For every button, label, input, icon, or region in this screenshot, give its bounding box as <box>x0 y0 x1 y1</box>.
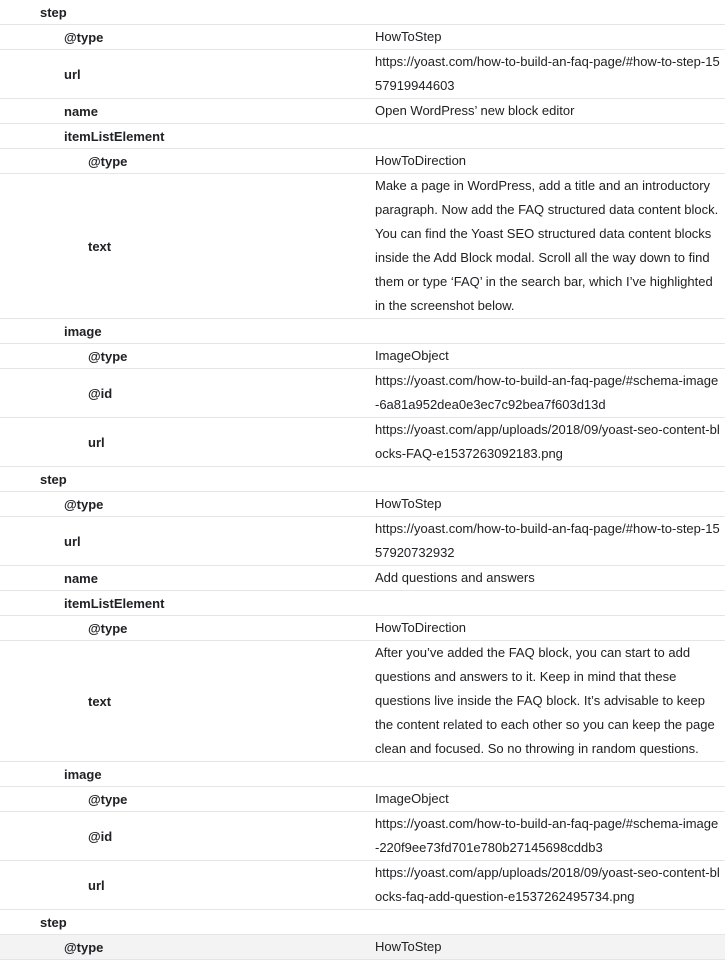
property-value: Make a page in WordPress, add a title and an introductory paragraph. Now add the FAQ structured data content block. You can find the Yoast SEO structured data content blocks inside the Add Block modal. Scroll all the way down to find them or type ‘FAQ’ in the search bar, which I’ve highlighted in the screenshot below. <box>375 178 719 313</box>
property-key: @type <box>88 791 128 807</box>
property-key: @id <box>88 828 113 844</box>
tree-row <box>0 319 725 344</box>
property-value: HowToStep <box>375 939 442 954</box>
tree-row <box>0 50 725 99</box>
property-value: https://yoast.com/how-to-build-an-faq-page/#schema-image-6a81a952dea0e3ec7c92bea7f603d13d <box>375 373 719 412</box>
property-key: url <box>64 533 81 549</box>
property-key: url <box>88 877 105 893</box>
tree-row <box>0 344 725 369</box>
tree-row <box>0 935 725 960</box>
tree-row <box>0 25 725 50</box>
tree-row <box>0 492 725 517</box>
tree-row-step <box>0 910 725 935</box>
property-key: @type <box>64 29 104 45</box>
property-key: step <box>40 471 67 487</box>
property-key: @type <box>64 939 104 955</box>
property-value: https://yoast.com/app/uploads/2018/09/yoast-seo-content-blocks-FAQ-e1537263092183.png <box>375 422 720 461</box>
property-key: itemListElement <box>64 128 165 144</box>
property-value: https://yoast.com/how-to-build-an-faq-page/#how-to-step-1557920732932 <box>375 521 720 560</box>
property-value: HowToStep <box>375 496 442 511</box>
property-value: After you’ve added the FAQ block, you can start to add questions and answers to it. Keep in mind that these questions live inside the FAQ block. It’s advisable to keep the content related to each other so you can keep the page clean and focused. So no throwing in random questions. <box>375 645 715 756</box>
property-key: @type <box>64 496 104 512</box>
property-value: ImageObject <box>375 348 449 363</box>
property-value: HowToDirection <box>375 153 467 168</box>
tree-row <box>0 641 725 762</box>
tree-row <box>0 124 725 149</box>
property-key: @type <box>88 348 128 364</box>
property-value: Open WordPress’ new block editor <box>375 103 575 118</box>
property-key: image <box>64 323 102 339</box>
tree-row <box>0 369 725 418</box>
property-key: @id <box>88 385 113 401</box>
tree-row-step <box>0 467 725 492</box>
property-value: https://yoast.com/how-to-build-an-faq-page/#how-to-step-1557919944603 <box>375 54 720 93</box>
tree-row <box>0 517 725 566</box>
tree-row <box>0 174 725 319</box>
property-value: Add questions and answers <box>375 570 535 585</box>
property-value: https://yoast.com/how-to-build-an-faq-page/#schema-image-220f9ee73fd701e780b27145698cddb3 <box>375 816 719 855</box>
tree-row <box>0 616 725 641</box>
property-key: text <box>88 693 112 709</box>
property-key: name <box>64 570 98 586</box>
tree-row <box>0 99 725 124</box>
property-key: itemListElement <box>64 595 165 611</box>
property-key: @type <box>88 153 128 169</box>
tree-row <box>0 591 725 616</box>
property-key: step <box>40 914 67 930</box>
tree-row <box>0 762 725 787</box>
tree-row <box>0 861 725 910</box>
tree-row <box>0 418 725 467</box>
tree-row <box>0 787 725 812</box>
tree-row <box>0 812 725 861</box>
property-key: step <box>40 4 67 20</box>
property-value: HowToDirection <box>375 620 467 635</box>
property-key: url <box>88 434 105 450</box>
property-key: @type <box>88 620 128 636</box>
tree-row-step <box>0 0 725 25</box>
property-value: https://yoast.com/app/uploads/2018/09/yoast-seo-content-blocks-faq-add-question-e1537262495734.png <box>375 865 720 904</box>
property-key: name <box>64 103 98 119</box>
property-key: url <box>64 66 81 82</box>
property-key: text <box>88 238 112 254</box>
property-key: image <box>64 766 102 782</box>
property-value: ImageObject <box>375 791 449 806</box>
tree-row <box>0 149 725 174</box>
property-value: HowToStep <box>375 29 442 44</box>
tree-row <box>0 566 725 591</box>
